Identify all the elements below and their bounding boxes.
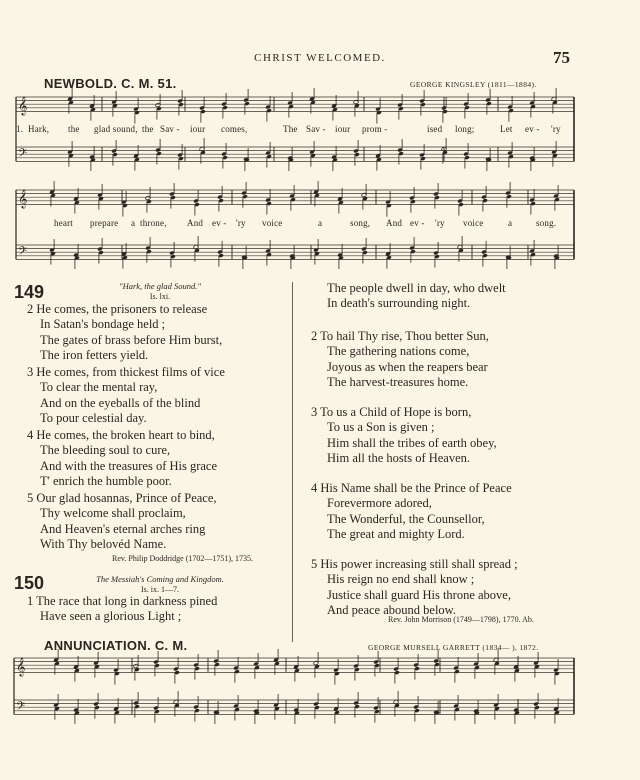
lyric-syllable: Let bbox=[500, 124, 513, 134]
lyric-syllable: a bbox=[131, 218, 136, 228]
lyric-syllable: comes, bbox=[221, 124, 248, 134]
lyric-syllable: ev - bbox=[525, 124, 540, 134]
verse-line: T' enrich the humble poor. bbox=[40, 473, 172, 488]
verse-line: His reign no end shall know ; bbox=[327, 572, 475, 587]
hymn-number-150: 150 bbox=[14, 573, 45, 593]
lyric-syllable: glad sound, bbox=[94, 124, 138, 134]
svg-text:𝄞: 𝄞 bbox=[18, 189, 28, 208]
composer-garrett: GEORGE MURSELL GARRETT (1834— ), 1872. bbox=[368, 643, 539, 652]
verse-line: 4 His Name shall be the Prince of Peace bbox=[311, 481, 512, 495]
verse-line: The bleeding soul to cure, bbox=[40, 443, 171, 458]
lyric-syllable: 'ry bbox=[435, 218, 445, 228]
lyric-syllable: song, bbox=[350, 218, 371, 228]
verse-line: Him shall the tribes of earth obey, bbox=[327, 435, 497, 450]
lyric-syllable: 1. bbox=[16, 124, 24, 134]
verse-line: In death's surrounding night. bbox=[327, 296, 471, 311]
verse-line: To pour celestial day. bbox=[40, 410, 147, 425]
verse-line: Thy welcome shall proclaim, bbox=[40, 506, 186, 521]
verse-line: Forevermore adored, bbox=[327, 496, 432, 511]
lyric-syllable: the bbox=[142, 124, 154, 134]
hymn-number-149: 149 bbox=[14, 282, 45, 302]
verse-line: Have seen a glorious Light ; bbox=[40, 609, 182, 624]
lyric-syllable: The bbox=[283, 124, 298, 134]
verse-line: The people dwell in day, who dwelt bbox=[327, 281, 506, 295]
svg-text:𝄢: 𝄢 bbox=[18, 147, 28, 163]
svg-text:𝄢: 𝄢 bbox=[16, 700, 26, 716]
verse-line: The great and mighty Lord. bbox=[327, 526, 465, 541]
lyric-syllable: And bbox=[187, 218, 204, 228]
verse-line: The gates of brass before Him burst, bbox=[40, 332, 223, 347]
page-number: 75 bbox=[553, 48, 570, 67]
running-head: CHRIST WELCOMED. bbox=[254, 52, 386, 64]
lyric-syllable: 'ry bbox=[551, 124, 561, 134]
hymn-149-reference: Is. lxi. bbox=[149, 292, 171, 301]
lyric-syllable: a bbox=[508, 218, 513, 228]
lyric-syllable: ev - bbox=[212, 218, 227, 228]
lyric-syllable: voice bbox=[463, 218, 484, 228]
lyric-syllable: ev - bbox=[410, 218, 425, 228]
column-divider bbox=[292, 282, 293, 642]
lyric-syllable: prom - bbox=[362, 124, 388, 134]
verse-line: 5 Our glad hosannas, Prince of Peace, bbox=[27, 491, 217, 505]
lyric-syllable: Sav - bbox=[306, 124, 326, 134]
lyric-syllable: throne, bbox=[140, 218, 167, 228]
verse-line: Joyous as when the reapers bear bbox=[327, 359, 488, 374]
svg-text:𝄢: 𝄢 bbox=[18, 245, 28, 261]
lyric-syllable: prepare bbox=[90, 218, 119, 228]
verse-line: The iron fetters yield. bbox=[40, 347, 149, 362]
verse-line: 3 He comes, from thickest films of vice bbox=[27, 365, 225, 379]
hymn-150-reference: Is. ix. 1—7. bbox=[141, 585, 179, 594]
lyric-syllable: Hark, bbox=[28, 124, 50, 134]
verse-line: To us a Son is given ; bbox=[327, 420, 435, 435]
lyric-syllable: long; bbox=[455, 124, 475, 134]
composer-kingsley: GEORGE KINGSLEY (1811—1884). bbox=[410, 80, 537, 89]
tune-title-newbold: NEWBOLD. C. M. 51. bbox=[44, 76, 177, 91]
verse-line: To clear the mental ray, bbox=[40, 380, 158, 395]
verse-line: And with the treasures of His grace bbox=[40, 458, 218, 473]
verse-line: And Heaven's eternal arches ring bbox=[40, 521, 206, 536]
verse-line: 1 The race that long in darkness pined bbox=[27, 594, 218, 608]
svg-text:𝄞: 𝄞 bbox=[16, 657, 26, 676]
lyric-syllable: a bbox=[318, 218, 323, 228]
lyric-syllable: iour bbox=[190, 124, 206, 134]
lyric-syllable: voice bbox=[262, 218, 283, 228]
verse-line: 5 His power increasing still shall spread ; bbox=[311, 557, 518, 571]
verse-line: With Thy belovéd Name. bbox=[40, 536, 167, 551]
lyric-syllable: Sav - bbox=[160, 124, 180, 134]
verse-line: 2 He comes, the prisoners to release bbox=[27, 302, 208, 316]
verse-line: 3 To us a Child of Hope is born, bbox=[311, 405, 472, 419]
hymn-149-caption: "Hark, the glad Sound." bbox=[119, 281, 201, 291]
verse-line: And on the eyeballs of the blind bbox=[40, 395, 201, 410]
lyric-syllable: heart bbox=[54, 218, 73, 228]
hymn-150-caption: The Messiah's Coming and Kingdom. bbox=[96, 574, 224, 584]
hymn-149-attribution: Rev. Philip Doddridge (1702—1751), 1735. bbox=[112, 554, 254, 563]
lyric-syllable: the bbox=[68, 124, 80, 134]
tune-title-annunciation: ANNUNCIATION. C. M. bbox=[44, 638, 188, 653]
verse-line: The gathering nations come, bbox=[327, 344, 470, 359]
verse-line: In Satan's bondage held ; bbox=[40, 317, 166, 332]
lyric-syllable: iour bbox=[335, 124, 351, 134]
svg-text:𝄞: 𝄞 bbox=[18, 96, 28, 115]
lyric-syllable: 'ry bbox=[236, 218, 246, 228]
hymn-150-attribution: Rev. John Morrison (1749—1798), 1770. Ab. bbox=[388, 615, 534, 624]
lyric-syllable: ised bbox=[427, 124, 443, 134]
verse-line: Him all the hosts of Heaven. bbox=[327, 450, 471, 465]
verse-line: 2 To hail Thy rise, Thou better Sun, bbox=[311, 329, 489, 343]
lyric-syllable: song. bbox=[536, 218, 557, 228]
verse-line: Justice shall guard His throne above, bbox=[327, 587, 511, 602]
verse-line: The harvest-treasures home. bbox=[327, 374, 469, 389]
lyric-syllable: And bbox=[386, 218, 403, 228]
verse-line: 4 He comes, the broken heart to bind, bbox=[27, 428, 215, 442]
verse-line: The Wonderful, the Counsellor, bbox=[327, 511, 485, 526]
verse-line: And peace abound below. bbox=[327, 602, 457, 617]
